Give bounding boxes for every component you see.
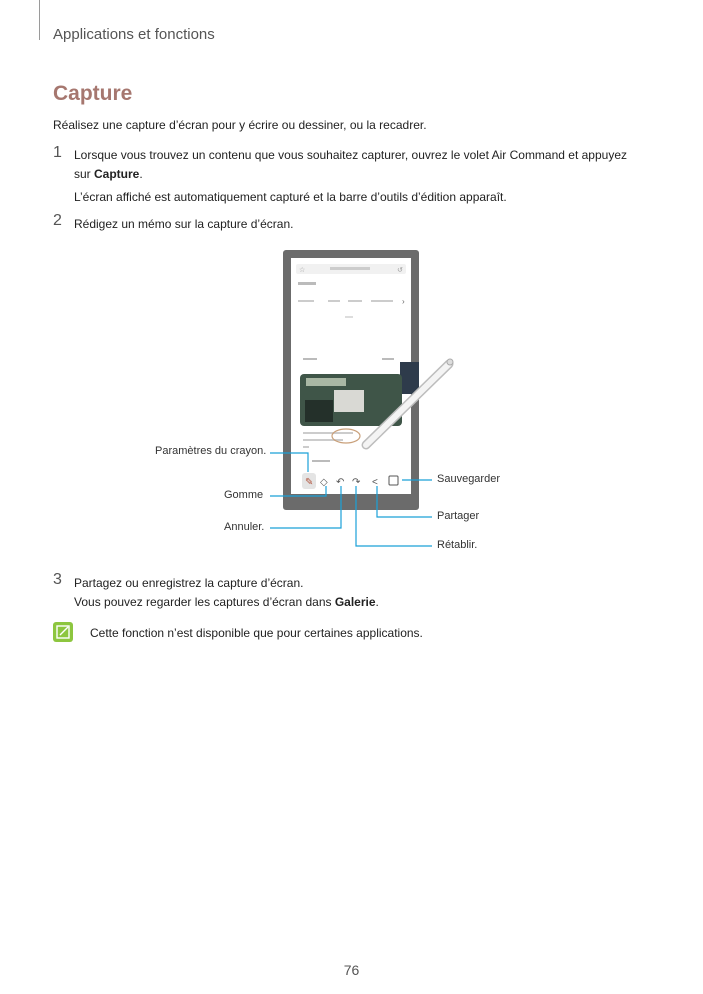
section-title: Capture xyxy=(53,82,133,105)
step-1-line2-prefix: sur xyxy=(74,167,95,181)
video-highlight xyxy=(306,378,346,386)
phone-illustration xyxy=(0,240,703,560)
step-1-line1: Lorsque vous trouvez un contenu que vous souhaitez capturer, ouvrez le volet Air Command et appuyez xyxy=(74,148,627,162)
step-1-text xyxy=(74,146,654,207)
undo-callout: Annuler. xyxy=(224,521,265,533)
note-icon xyxy=(53,622,73,642)
page-heading-line xyxy=(298,282,316,285)
undo-icon[interactable]: ↶ xyxy=(336,477,345,488)
intro-text: Réalisez une capture d’écran pour y écrire ou dessiner, ou la recadrer. xyxy=(53,118,427,132)
content-area xyxy=(291,322,411,362)
step-2-number: 2 xyxy=(53,212,62,229)
pen-settings-callout: Paramètres du crayon. xyxy=(155,445,267,457)
share-callout: Partager xyxy=(437,510,480,522)
save-callout: Sauvegarder xyxy=(437,473,500,485)
redo-icon[interactable]: ↷ xyxy=(352,477,361,488)
step-1-number: 1 xyxy=(53,144,62,161)
step-1-line2 xyxy=(74,165,654,184)
eraser-icon[interactable]: ◇ xyxy=(320,477,328,488)
step-1-line2-suffix: . xyxy=(139,167,143,181)
text-line xyxy=(303,446,309,448)
refresh-icon: ↺ xyxy=(397,267,403,274)
nav-line xyxy=(328,300,340,302)
chevron-right-icon: › xyxy=(402,297,405,306)
step-3-sub-suffix: . xyxy=(375,595,379,609)
capture-term: Capture xyxy=(94,167,140,181)
text-line xyxy=(303,432,353,434)
note-text: Cette fonction n’est disponible que pour certaines applications. xyxy=(90,626,423,640)
step-3-number: 3 xyxy=(53,571,62,588)
step-3-sub xyxy=(74,593,654,612)
card-line xyxy=(382,358,394,360)
video-person xyxy=(334,390,364,412)
nav-line xyxy=(348,300,362,302)
text-line xyxy=(303,439,343,441)
capture-figure xyxy=(0,240,703,560)
side-thumbnail xyxy=(400,362,419,394)
gallery-term: Galerie xyxy=(334,595,376,609)
step-1-sub: L’écran affiché est automatiquement capturé et la barre d’outils d’édition apparaît. xyxy=(74,190,507,204)
text-line xyxy=(312,460,330,462)
star-icon: ☆ xyxy=(299,267,306,274)
share-icon[interactable]: < xyxy=(372,477,378,488)
video-shadow xyxy=(305,400,333,422)
header-rule xyxy=(39,0,40,40)
page-number: 76 xyxy=(343,962,360,978)
header-title: Applications et fonctions xyxy=(53,26,215,43)
step-2-text: Rédigez un mémo sur la capture d’écran. xyxy=(74,217,294,231)
nav-line xyxy=(298,300,314,302)
nav-line xyxy=(371,300,393,302)
pen-settings-icon[interactable]: ✎ xyxy=(305,477,314,488)
step-3-sub-prefix: Vous pouvez regarder les captures d’écran dans xyxy=(74,595,335,609)
eraser-callout: Gomme xyxy=(224,489,264,501)
card-line xyxy=(303,358,317,360)
step-3-text xyxy=(74,574,654,612)
step-3-line1: Partagez ou enregistrez la capture d’écran. xyxy=(74,576,304,590)
small-line xyxy=(345,316,353,318)
redo-callout: Rétablir. xyxy=(437,539,478,551)
url-placeholder xyxy=(330,267,370,270)
